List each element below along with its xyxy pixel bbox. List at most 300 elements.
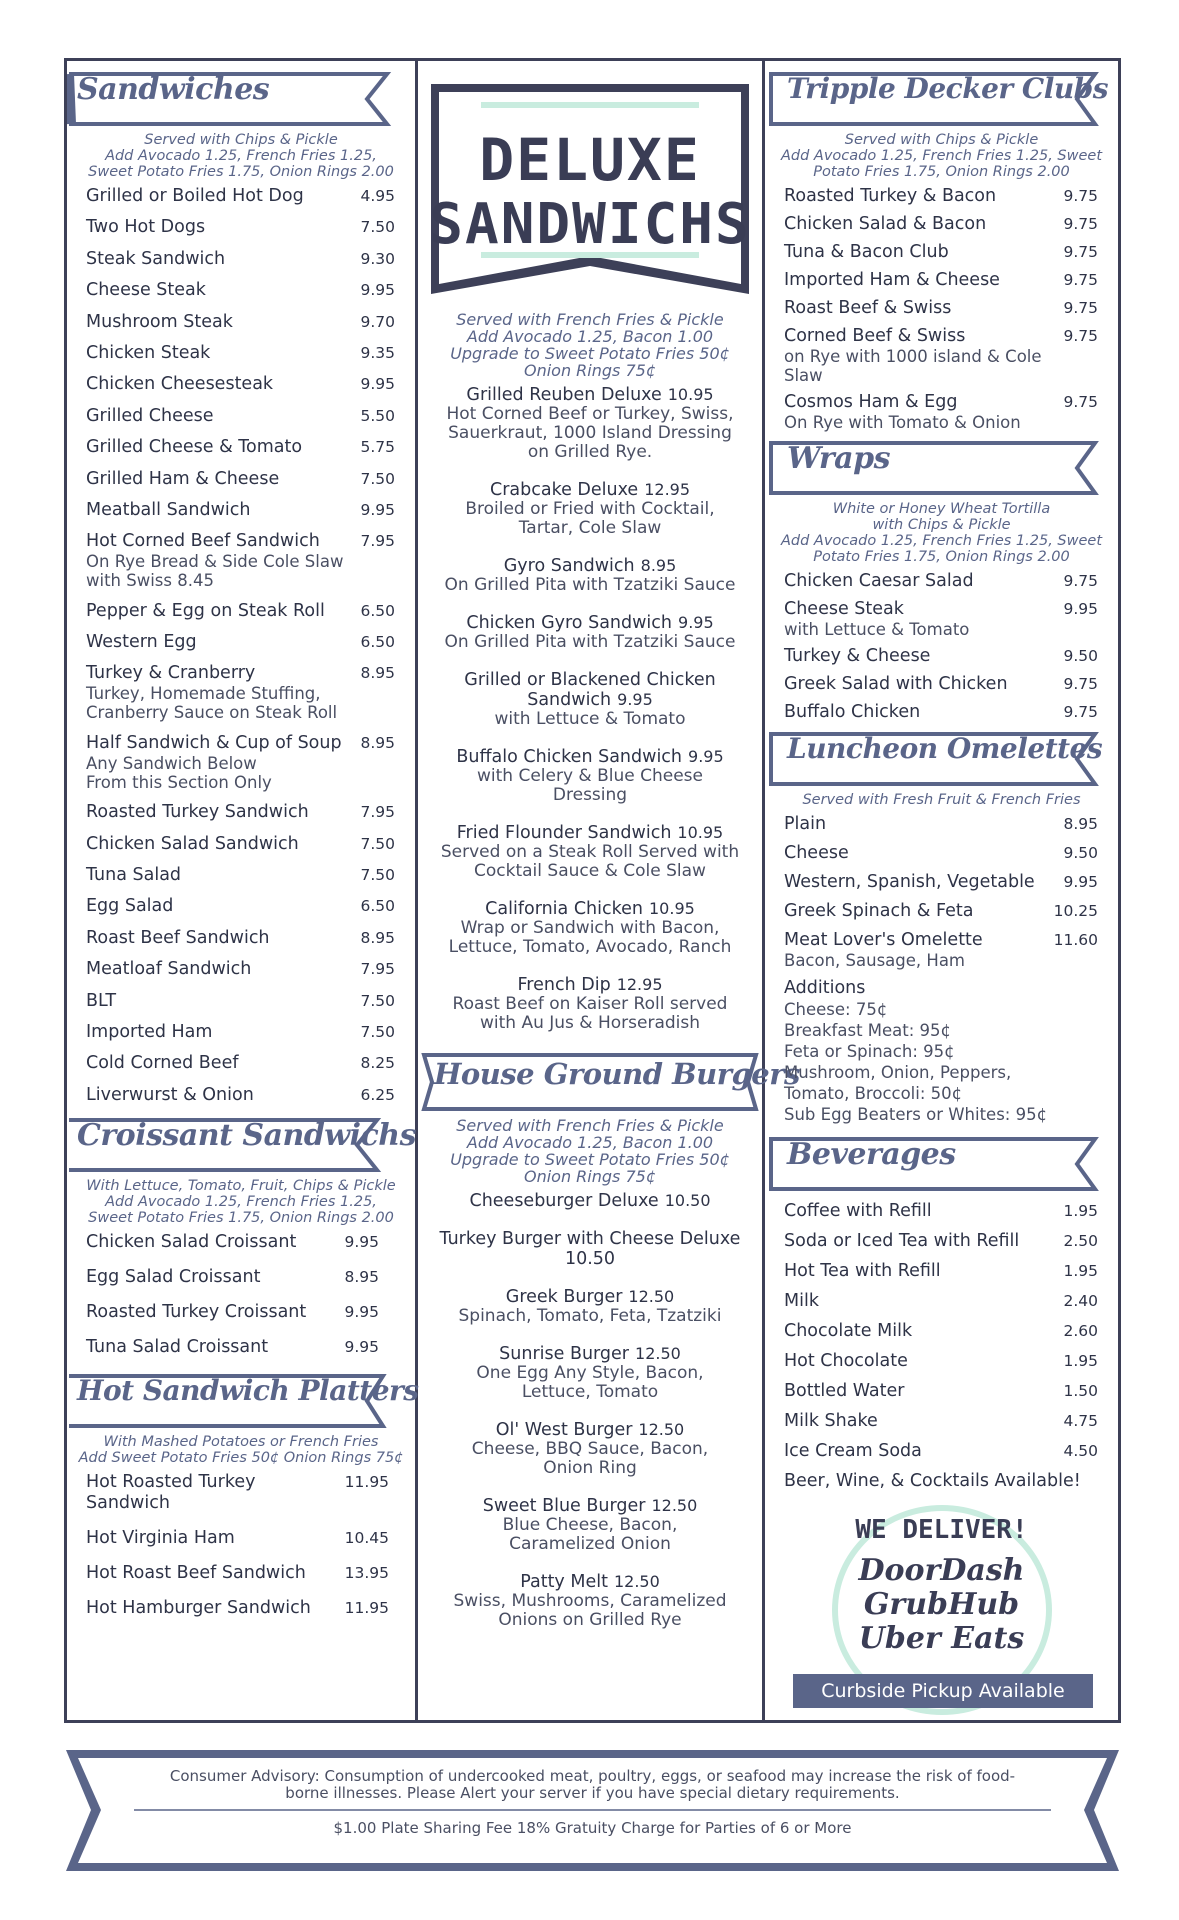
item-price: 9.95: [678, 613, 714, 632]
item-name: Mushroom Steak: [86, 311, 233, 332]
item-price: 4.50: [1063, 1442, 1098, 1460]
item-price: 10.50: [664, 1191, 711, 1210]
item-description: Served on a Steak Roll Served with: [440, 842, 740, 862]
item-name: Grilled or Blackened Chicken: [464, 670, 716, 690]
item-name: Ol' West Burger: [495, 1420, 633, 1440]
item-price: 9.50: [1063, 844, 1098, 862]
item-price: 9.75: [1063, 243, 1098, 261]
menu-item: [86, 1053, 395, 1074]
item-description: with Lettuce & Tomato: [494, 709, 686, 729]
item-description: Caramelized Onion: [509, 1534, 671, 1554]
omelettes-list: [765, 814, 1118, 970]
omelettes-subtitle: Served with Fresh Fruit & French Fries: [802, 792, 1081, 808]
item-price: 10.45: [344, 1529, 389, 1548]
item-name: Grilled Cheese & Tomato: [86, 437, 303, 458]
item-price: 1.50: [1063, 1382, 1098, 1400]
menu-item: [418, 823, 762, 881]
item-name: Cosmos Ham & Egg: [784, 392, 958, 412]
we-deliver: WE DELIVER!: [855, 1515, 1028, 1545]
item-description: On Grilled Pita with Tzatziki Sauce: [444, 575, 736, 595]
item-price: 12.50: [628, 1287, 675, 1306]
item-description: with Au Jus & Horseradish: [479, 1013, 701, 1033]
item-price: 9.95: [360, 375, 395, 394]
menu-item: [784, 1201, 1098, 1222]
item-price: 2.60: [1063, 1322, 1098, 1340]
item-name: Steak Sandwich: [86, 248, 226, 269]
item-price: 5.50: [360, 406, 395, 425]
item-name: Hot Corned Beef Sandwich: [86, 531, 320, 552]
addition-item: Sub Egg Beaters or Whites: 95¢: [784, 1105, 1048, 1124]
menu-item: [86, 500, 395, 521]
menu-item: [86, 601, 395, 622]
deluxe-subtitle: Served with French Fries & Pickle Add Avocado 1.25, Bacon 1.00 Upgrade to Sweet Potato Fries 50¢ Onion Rings 75¢: [450, 310, 730, 380]
menu-item: [86, 186, 395, 207]
item-price: 6.25: [360, 1085, 395, 1104]
menu-item: [86, 1232, 379, 1253]
wraps-list: [765, 571, 1118, 723]
item-price: 8.95: [640, 556, 677, 575]
item-description: Onion Ring: [543, 1458, 637, 1478]
menu-item: [86, 928, 395, 949]
item-name: Grilled Cheese: [86, 405, 214, 426]
doordash: DoorDash: [858, 1553, 1025, 1588]
left-column: [67, 58, 419, 1723]
item-price: 7.50: [360, 834, 395, 853]
item-name: Chicken Salad Croissant: [86, 1232, 297, 1253]
item-name: Fried Flounder Sandwich: [456, 823, 672, 843]
item-description: Turkey, Homemade Stuffing,: [86, 684, 321, 704]
menu-item: [86, 991, 395, 1012]
addition-item: Mushroom, Onion, Peppers,: [784, 1063, 1012, 1082]
menu-item: [86, 1302, 379, 1323]
item-description: Broiled or Fried with Cocktail,: [465, 499, 715, 519]
section-title: Tripple Decker Clubs: [787, 72, 1109, 105]
item-price: 7.95: [360, 532, 395, 551]
item-description: on Grilled Rye.: [527, 442, 653, 462]
item-name: Cheese: [784, 843, 849, 863]
item-name: Crabcake Deluxe: [489, 480, 639, 500]
item-name: Roasted Turkey Sandwich: [86, 802, 309, 823]
menu-item: [784, 1351, 1098, 1372]
item-name: Turkey & Cranberry: [86, 663, 256, 684]
item-price: 9.95: [617, 690, 653, 709]
section-title: Sandwiches: [77, 72, 270, 107]
item-name: Cold Corned Beef: [86, 1053, 239, 1074]
item-price: 9.95: [360, 281, 395, 300]
item-name: Bottled Water: [784, 1381, 905, 1401]
footer-banner: [64, 1748, 1121, 1873]
item-price: 9.70: [360, 312, 395, 331]
alcohol-note: Beer, Wine, & Cocktails Available!: [784, 1471, 1081, 1491]
menu-item: [86, 1472, 389, 1514]
item-price: 8.95: [1063, 815, 1098, 833]
item-name: Greek Salad with Chicken: [784, 674, 1008, 694]
item-name: Plain: [784, 814, 827, 834]
clubs-banner: [765, 70, 1118, 128]
item-price: 10.50: [564, 1249, 616, 1269]
menu-item: [784, 392, 1098, 432]
item-name: Buffalo Chicken Sandwich: [456, 747, 683, 767]
menu-item: [86, 663, 395, 722]
item-name: Hot Tea with Refill: [784, 1261, 941, 1281]
addition-item: Cheese: 75¢: [784, 1000, 888, 1019]
sandwiches-list: [67, 186, 415, 1106]
item-price: 6.50: [360, 633, 395, 652]
item-name: Milk Shake: [784, 1411, 878, 1431]
deluxe-list: [418, 385, 762, 1033]
item-price: 8.95: [360, 928, 395, 947]
item-name: Turkey & Cheese: [784, 646, 931, 666]
item-price: 10.95: [677, 823, 724, 842]
menu-item: [784, 599, 1098, 639]
item-price: 9.75: [1063, 299, 1098, 317]
platters-list: [67, 1472, 415, 1619]
item-name: Hot Roasted Turkey Sandwich: [86, 1472, 256, 1514]
menu-item: [418, 670, 762, 729]
item-price: 1.95: [1063, 1262, 1098, 1280]
item-price: 7.95: [360, 960, 395, 979]
menu-item: [418, 1191, 762, 1211]
consumer-advisory: Consumer Advisory: Consumption of undercooked meat, poultry, eggs, or seafood may increase the risk of food-borne illnesses. Please Alert your server if you have special dietary requirements.: [169, 1767, 1016, 1802]
item-name: Chicken Cheesesteak: [86, 374, 274, 395]
item-price: 1.95: [1063, 1202, 1098, 1220]
item-description: Hot Corned Beef or Turkey, Swiss,: [446, 404, 734, 424]
center-column: [418, 58, 800, 1723]
item-name: Hot Chocolate: [784, 1351, 908, 1371]
burgers-subtitle: Served with French Fries & Pickle Add Avocado 1.25, Bacon 1.00 Upgrade to Sweet Potato Fries 50¢ Onion Rings 75¢: [450, 1116, 730, 1186]
menu-item: [86, 280, 395, 301]
item-description: Spinach, Tomato, Feta, Tzatziki: [458, 1306, 722, 1326]
item-name: BLT: [86, 990, 117, 1011]
menu-item: [784, 1261, 1098, 1282]
item-name: California Chicken: [485, 899, 643, 919]
item-description: On Rye with Tomato & Onion: [784, 413, 1021, 432]
item-name: Sandwich: [527, 690, 612, 710]
menu-item: [86, 733, 395, 792]
beverages-banner: [765, 1135, 1118, 1193]
item-price: 5.75: [360, 438, 395, 457]
sandwiches-banner: [67, 70, 415, 128]
item-price: 10.95: [667, 385, 714, 404]
item-name: Milk: [784, 1291, 819, 1311]
section-title: House Ground Burgers: [434, 1057, 800, 1091]
item-name: Roast Beef Sandwich: [86, 927, 270, 948]
menu-item: [86, 1528, 389, 1549]
item-price: 7.50: [360, 1022, 395, 1041]
item-name: Meatloaf Sandwich: [86, 959, 252, 980]
item-name: Imported Ham: [86, 1021, 213, 1042]
item-name: Hot Roast Beef Sandwich: [86, 1563, 306, 1584]
menu-item: [86, 959, 395, 980]
menu-item: [418, 1496, 762, 1554]
menu-item: [86, 1337, 379, 1358]
item-price: 9.75: [1063, 271, 1098, 289]
menu-item: [86, 249, 395, 270]
uber-eats: Uber Eats: [858, 1621, 1025, 1656]
item-price: 9.95: [1063, 873, 1098, 891]
item-name: Roast Beef & Swiss: [784, 298, 952, 318]
item-name: French Dip: [517, 975, 611, 995]
item-name: Egg Salad Croissant: [86, 1267, 261, 1288]
menu-item: [418, 747, 762, 805]
curbside-banner: Curbside Pickup Available: [793, 1674, 1093, 1708]
item-description: Lettuce, Tomato, Avocado, Ranch: [448, 937, 732, 957]
item-name: Chocolate Milk: [784, 1321, 913, 1341]
item-name: Half Sandwich & Cup of Soup: [86, 732, 342, 753]
item-name: Western, Spanish, Vegetable: [784, 872, 1035, 892]
croissant-subtitle: With Lettuce, Tomato, Fruit, Chips & Pickle Add Avocado 1.25, French Fries 1.25, Sweet Potato Fries 1.75, Onion Rings 2.00: [86, 1178, 396, 1227]
item-description: Dressing: [552, 785, 628, 805]
section-title: Wraps: [787, 441, 890, 476]
addition-item: Tomato, Broccoli: 50¢: [784, 1084, 963, 1103]
item-price: 9.95: [344, 1338, 379, 1357]
item-price: 9.95: [1063, 600, 1098, 618]
menu-item: [784, 270, 1098, 291]
item-price: 9.75: [1063, 703, 1098, 721]
item-name: Chicken Caesar Salad: [784, 571, 974, 591]
item-price: 9.50: [1063, 647, 1098, 665]
additions-title: Additions: [784, 978, 866, 998]
item-price: 8.95: [344, 1268, 379, 1287]
menu-item: [784, 298, 1098, 319]
deluxe-sandwichs-logo: [425, 78, 755, 305]
menu-item: [86, 1022, 395, 1043]
item-price: 6.50: [360, 601, 395, 620]
menu-item: [784, 214, 1098, 235]
item-price: 7.50: [360, 991, 395, 1010]
item-name: Grilled Reuben Deluxe: [466, 385, 662, 405]
item-price: 12.95: [616, 975, 663, 994]
menu-item: [784, 1411, 1098, 1432]
item-price: 10.95: [649, 899, 695, 918]
menu-item: [418, 1572, 762, 1630]
menu-item: [784, 901, 1098, 922]
menu-item: [784, 702, 1098, 723]
menu-item: [784, 646, 1098, 667]
item-name: Chicken Salad Sandwich: [86, 833, 299, 854]
item-price: 2.50: [1063, 1232, 1098, 1250]
item-name: Chicken Salad & Bacon: [784, 214, 987, 234]
menu-item: [418, 899, 762, 957]
menu-item: [418, 1229, 762, 1269]
omelettes-banner: [765, 730, 1118, 788]
item-name: Roasted Turkey & Bacon: [784, 186, 997, 206]
menu-item: [86, 312, 395, 333]
item-price: 9.75: [1063, 327, 1098, 345]
croissant-list: [67, 1232, 415, 1358]
menu-item: [418, 613, 762, 652]
item-description: with Swiss 8.45: [86, 571, 214, 591]
menu-item: [86, 834, 395, 855]
item-name: Grilled Ham & Cheese: [86, 468, 280, 489]
item-name: Grilled or Boiled Hot Dog: [86, 186, 304, 206]
item-price: 7.50: [360, 469, 395, 488]
menu-item: [418, 385, 762, 462]
item-description: From this Section Only: [86, 772, 272, 792]
item-description: Swiss, Mushrooms, Caramelized: [453, 1591, 727, 1611]
menu-item: [86, 1563, 389, 1584]
item-description: Onions on Grilled Rye: [498, 1610, 682, 1630]
beverages-list: [765, 1201, 1118, 1462]
item-name: Corned Beef & Swiss: [784, 326, 966, 346]
menu-item: [86, 1598, 389, 1619]
item-price: 7.50: [360, 218, 395, 237]
item-price: 13.95: [344, 1564, 389, 1583]
item-price: 7.50: [360, 866, 395, 885]
item-description: on Rye with 1000 island & Cole Slaw: [784, 347, 1042, 385]
menu-item: [784, 872, 1098, 893]
item-price: 12.50: [635, 1344, 681, 1363]
item-name: Tuna Salad Croissant: [86, 1337, 269, 1358]
sandwiches-subtitle: Served with Chips & Pickle Add Avocado 1.25, French Fries 1.25, Sweet Potato Fries 1.75, Onion Rings 2.00: [88, 132, 394, 180]
item-price: 11.60: [1053, 931, 1098, 949]
wraps-subtitle: White or Honey Wheat Tortilla with Chips & Pickle Add Avocado 1.25, French Fries 1.25, Sweet Potato Fries 1.75, Onion Rings 2.00: [780, 501, 1103, 565]
item-price: 9.35: [360, 343, 395, 362]
item-name: Two Hot Dogs: [86, 217, 206, 238]
addition-item: Feta or Spinach: 95¢: [784, 1042, 955, 1061]
item-description: On Rye Bread & Side Cole Slaw: [86, 552, 344, 572]
item-price: 7.95: [360, 803, 395, 822]
item-description: with Celery & Blue Cheese: [477, 766, 703, 786]
item-price: 9.95: [344, 1303, 379, 1322]
item-price: 8.25: [360, 1054, 395, 1073]
item-price: 12.50: [613, 1572, 660, 1591]
menu-item: [784, 1231, 1098, 1252]
menu-item: [418, 556, 762, 595]
item-name: Soda or Iced Tea with Refill: [784, 1231, 1020, 1251]
menu-item: [418, 1344, 762, 1402]
menu-item: [418, 480, 762, 538]
item-description: Wrap or Sandwich with Bacon,: [460, 918, 720, 938]
menu-item: [784, 242, 1098, 263]
menu-item: [418, 1420, 762, 1478]
menu-item: [86, 1267, 379, 1288]
croissant-banner: [67, 1116, 415, 1174]
menu-item: [784, 1441, 1098, 1462]
additions-list: [784, 999, 1098, 1125]
menu-item: [86, 531, 395, 590]
item-price: 6.50: [360, 897, 395, 916]
item-name: Tuna Salad: [86, 865, 182, 886]
sharing-fee: $1.00 Plate Sharing Fee 18% Gratuity Charge for Parties of 6 or More: [333, 1819, 852, 1837]
item-description: On Grilled Pita with Tzatziki Sauce: [444, 632, 736, 652]
menu-item: [86, 802, 395, 823]
item-price: 12.50: [638, 1420, 685, 1439]
item-name: Imported Ham & Cheese: [784, 270, 1000, 290]
item-price: 9.75: [1063, 393, 1098, 411]
section-title: Croissant Sandwichs: [77, 1118, 417, 1154]
menu-item: [784, 843, 1098, 864]
menu-item: [784, 571, 1098, 592]
item-price: 9.95: [688, 747, 724, 766]
item-price: 9.30: [360, 249, 395, 268]
platters-subtitle: With Mashed Potatoes or French Fries Add Sweet Potato Fries 50¢ Onion Rings 75¢: [78, 1434, 404, 1467]
menu-item: [86, 896, 395, 917]
item-name: Pepper & Egg on Steak Roll: [86, 600, 325, 621]
menu-item: [784, 930, 1098, 970]
item-name: Greek Burger: [505, 1287, 623, 1307]
item-description: Cocktail Sauce & Cole Slaw: [474, 861, 706, 881]
item-price: 12.50: [651, 1496, 698, 1515]
item-price: 11.95: [344, 1473, 390, 1492]
platters-banner: [67, 1372, 419, 1430]
item-price: 4.75: [1063, 1412, 1098, 1430]
item-price: 1.95: [1063, 1352, 1098, 1370]
item-description: Any Sandwich Below: [86, 753, 257, 773]
item-name: Coffee with Refill: [784, 1201, 932, 1221]
burgers-list: [418, 1191, 762, 1630]
menu-item: [86, 469, 395, 490]
item-price: 9.95: [360, 500, 395, 519]
clubs-subtitle: Served with Chips & Pickle Add Avocado 1.25, French Fries 1.25, Sweet Potato Fries 1.75, Onion Rings 2.00: [780, 132, 1103, 180]
logo-line-2: SANDWICHS: [429, 192, 751, 257]
item-name: Hot Virginia Ham: [86, 1528, 235, 1549]
item-price: 4.95: [360, 187, 395, 205]
item-description: Bacon, Sausage, Ham: [784, 951, 966, 970]
menu-item: [784, 1381, 1098, 1402]
additions: [765, 978, 1118, 1125]
menu-item: [86, 632, 395, 653]
item-price: 8.95: [360, 733, 395, 752]
item-name: Chicken Steak: [86, 342, 211, 363]
wraps-banner: [765, 439, 1118, 497]
item-name: Cheeseburger Deluxe: [469, 1191, 659, 1211]
item-description: with Lettuce & Tomato: [784, 620, 970, 639]
item-description: One Egg Any Style, Bacon,: [476, 1363, 704, 1383]
item-name: Buffalo Chicken: [784, 702, 921, 722]
item-price: 10.25: [1053, 902, 1098, 920]
item-description: Blue Cheese, Bacon,: [502, 1515, 678, 1535]
burgers-banner: [418, 1051, 800, 1113]
item-description: Lettuce, Tomato: [521, 1382, 659, 1402]
item-name: Roasted Turkey Croissant: [86, 1302, 307, 1323]
logo-line-1: DELUXE: [479, 126, 701, 194]
menu-item: [784, 674, 1098, 695]
item-name: Chicken Gyro Sandwich: [466, 613, 673, 633]
item-description: Cheese, BBQ Sauce, Bacon,: [471, 1439, 709, 1459]
menu-item: [86, 374, 395, 395]
section-title: Luncheon Omelettes: [787, 732, 1103, 765]
clubs-list: [765, 186, 1118, 432]
item-price: 2.40: [1063, 1292, 1098, 1310]
item-price: 9.95: [344, 1233, 379, 1252]
menu-item: [86, 1085, 395, 1106]
item-description: Roast Beef on Kaiser Roll served: [452, 994, 728, 1014]
item-name: Greek Spinach & Feta: [784, 901, 974, 921]
item-price: 8.95: [360, 664, 395, 683]
item-name: Western Egg: [86, 632, 197, 653]
menu-item: [784, 326, 1098, 385]
menu-item: [784, 1321, 1098, 1342]
menu-item: [86, 343, 395, 364]
item-price: 9.75: [1063, 187, 1098, 205]
section-title: Hot Sandwich Platters: [77, 1374, 419, 1408]
item-name: Cheese Steak: [784, 599, 904, 619]
right-column: [765, 58, 1118, 1723]
item-description: Cranberry Sauce on Steak Roll: [86, 703, 338, 723]
menu-item: [418, 1287, 762, 1326]
item-name: Egg Salad: [86, 896, 174, 917]
item-name: Sunrise Burger: [499, 1344, 630, 1364]
item-price: 9.75: [1063, 675, 1098, 693]
item-name: Cheese Steak: [86, 280, 206, 301]
beverage-note: [765, 1471, 1118, 1491]
item-name: Meatball Sandwich: [86, 499, 251, 520]
grubhub: GrubHub: [863, 1587, 1020, 1622]
item-name: Sweet Blue Burger: [482, 1496, 646, 1516]
menu-item: [418, 975, 762, 1033]
menu-item: [86, 406, 395, 427]
